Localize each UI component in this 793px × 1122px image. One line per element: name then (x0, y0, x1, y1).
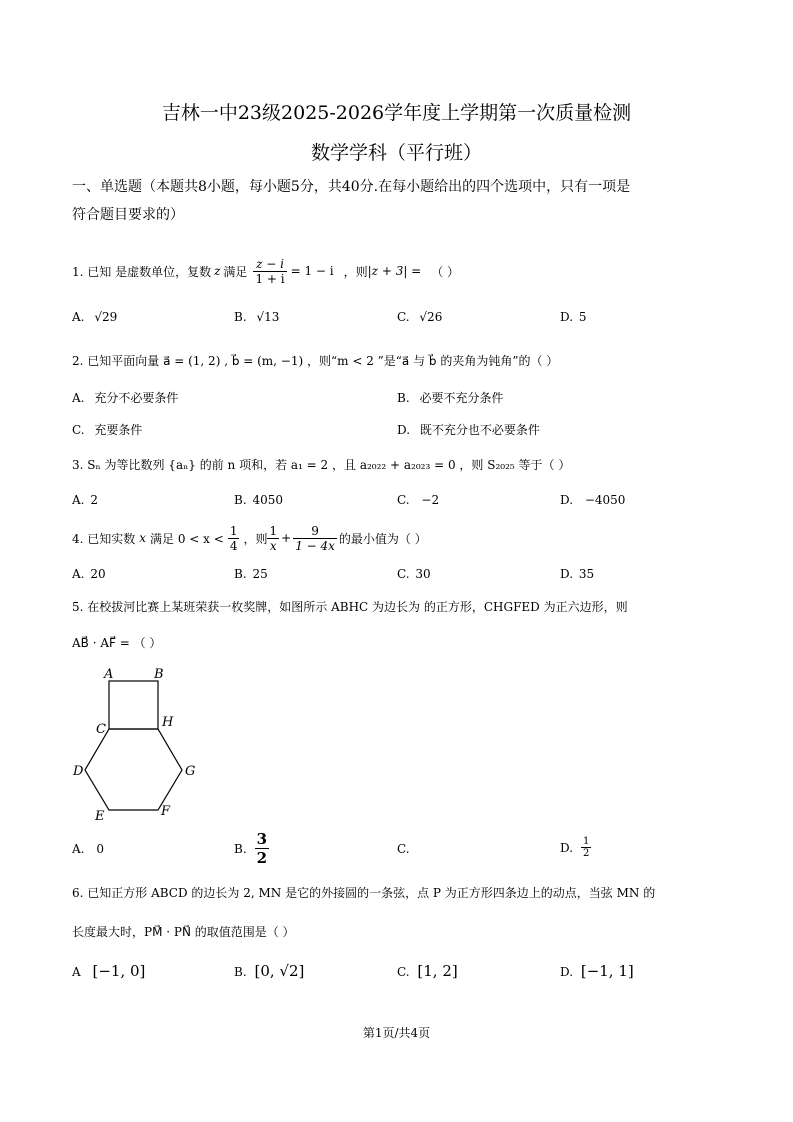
option-text: √29 (94, 310, 118, 324)
q4-frac-quarter (228, 524, 240, 553)
frac-den: 2 (256, 849, 268, 867)
option-label: D. (560, 493, 574, 507)
page-footer: 第1页/共4页 (362, 1026, 431, 1040)
option-text: 充分不必要条件 (94, 391, 179, 405)
option-label: C. (72, 423, 85, 437)
frac-num: 1 (583, 836, 590, 847)
q6-option-b (234, 962, 304, 980)
label-d: D (73, 764, 84, 779)
frac-den: x (269, 538, 277, 553)
option-label: A (72, 965, 81, 979)
frac-num: 1 (229, 523, 238, 538)
q1-expr: |z + 3| = (367, 264, 422, 278)
q1-prefix: 1. 已知 是虚数单位，复数 (72, 264, 212, 279)
q2-option-b (397, 389, 503, 406)
q1-fraction (253, 257, 286, 286)
option-text: 5 (578, 310, 587, 324)
frac-den: 4 (229, 538, 238, 553)
q6-option-a (72, 962, 145, 980)
q4-option-b (234, 567, 268, 581)
q3-option-b (234, 493, 283, 507)
option-label: C. (397, 567, 410, 581)
option-text: 4050 (252, 493, 284, 507)
q5-option-b (234, 830, 269, 867)
q1-option-c (397, 310, 442, 324)
option-fraction (255, 830, 269, 867)
q4-frac-1x (267, 524, 279, 553)
option-text: 2 (90, 493, 98, 507)
q2-option-c (72, 421, 142, 438)
question-2: 2. 已知平面向量 a⃗ = (1, 2) , b⃗ = (m, −1) ，则“m < 2 ”是“a⃗ 与 b⃗ 的夹角为钝角”的（ ） (72, 354, 559, 368)
question-4 (72, 516, 427, 560)
label-a: A (104, 667, 114, 682)
frac-num: 9 (293, 524, 337, 539)
option-text: 充要条件 (94, 423, 143, 437)
option-label: B. (397, 391, 410, 405)
q6-option-c (397, 962, 458, 980)
q1-var-z: z (214, 264, 221, 278)
option-fraction (581, 836, 591, 859)
q3-option-d (560, 493, 625, 507)
label-h: H (162, 715, 174, 730)
question-6: 6. 已知正方形 ABCD 的边长为 2, MN 是它的外接圆的一条弦，点 P 为正方形四条边上的动点，当弦 MN 的 (72, 886, 656, 900)
section-heading: 一、单选题（本题共8小题，每小题5分，共40分.在每小题给出的四个选项中，只有一项是 (72, 179, 631, 195)
option-label: A. (72, 493, 85, 507)
option-label: C. (397, 842, 410, 856)
q1-then: ，则 (343, 264, 368, 279)
q1-paren: （ ） (431, 264, 460, 279)
question-5: 5. 在校拔河比赛上某班荣获一枚奖牌，如图所示 ABHC 为边长为 的正方形，CHGFED 为正六边形，则 (72, 600, 628, 614)
question-5-cont: AB⃗ · AF⃗ = （ ） (72, 636, 162, 650)
option-label: C. (397, 965, 410, 979)
option-text: √26 (419, 310, 443, 324)
q3-option-c (397, 493, 439, 507)
question-6-cont: 长度最大时，PM⃗ · PN⃗ 的取值范围是（ ） (72, 925, 295, 939)
option-label: A. (72, 391, 85, 405)
q1-option-d (560, 310, 586, 324)
q1-option-a (72, 310, 117, 324)
frac-den: 1 − 4x (295, 538, 335, 553)
option-label: C. (397, 493, 410, 507)
option-text: −2 (421, 493, 440, 507)
option-label: A. (72, 842, 85, 856)
q6-option-d (560, 962, 634, 980)
exam-title: 吉林一中23级2025-2026学年度上学期第一次质量检测 (161, 102, 632, 124)
q1-rhs: = 1 − i (290, 264, 334, 278)
option-label: B. (234, 841, 247, 856)
option-label: D. (560, 840, 574, 855)
q2-option-a (72, 389, 178, 406)
q1-satisfy: 满足 (223, 264, 248, 279)
option-text: 必要不充分条件 (419, 391, 504, 405)
label-f: F (161, 804, 171, 819)
option-label: D. (560, 567, 574, 581)
q4-option-c (397, 567, 431, 581)
label-e: E (95, 809, 105, 824)
option-label: D. (560, 965, 574, 979)
frac-num: 1 (269, 523, 278, 538)
q5-option-d (560, 836, 591, 859)
label-b: B (154, 667, 164, 682)
q4-frac-9 (293, 524, 337, 553)
q4-then: ，则 (243, 531, 268, 546)
option-label: A. (72, 567, 85, 581)
option-text: −4050 (584, 493, 626, 507)
option-text: 0 (96, 842, 104, 856)
frac-num: 3 (256, 830, 268, 848)
question-1 (72, 250, 459, 292)
option-label: B. (234, 493, 247, 507)
q3-option-a (72, 493, 98, 507)
q4-prefix: 4. 已知实数 (72, 531, 136, 546)
option-text: [1, 2] (417, 962, 458, 980)
option-text: 20 (90, 567, 106, 581)
option-label: D. (560, 310, 574, 324)
option-text: [0, √2] (254, 962, 305, 980)
option-label: D. (397, 423, 411, 437)
q4-var-x: x (139, 531, 147, 545)
q5-option-c (397, 842, 410, 856)
option-label: B. (234, 567, 247, 581)
q4-suffix: 的最小值为（ ） (338, 531, 427, 546)
option-text: √13 (256, 310, 280, 324)
q4-plus: + (281, 531, 292, 545)
option-text: [−1, 1] (580, 962, 634, 980)
option-text: 30 (415, 567, 431, 581)
label-g: G (185, 764, 196, 779)
question-3: 3. Sₙ 为等比数列 {aₙ} 的前 n 项和，若 a₁ = 2 ，且 a₂₀₂₂ + a₂₀₂₃ = 0 ，则 S₂₀₂₅ 等于（ ） (72, 458, 571, 472)
option-text: 35 (578, 567, 595, 581)
exam-subtitle: 数学学科（平行班） (310, 142, 482, 164)
option-text: [−1, 0] (92, 962, 146, 980)
q4-cond: 满足 0 < x < (150, 531, 224, 546)
q1-frac-den: 1 + i (255, 271, 285, 286)
section-heading-cont: 符合题目要求的） (72, 207, 184, 223)
option-text: 既不充分也不必要条件 (419, 423, 540, 437)
q1-option-b (234, 310, 279, 324)
q5-option-a (72, 842, 104, 856)
option-text: 25 (252, 567, 268, 581)
q4-option-a (72, 567, 106, 581)
hexagon-chgfed (85, 729, 182, 810)
q2-option-d (397, 421, 540, 438)
medal-figure (66, 664, 206, 824)
square-abhc (109, 681, 158, 729)
q4-option-d (560, 567, 594, 581)
option-label: A. (72, 310, 85, 324)
option-label: C. (397, 310, 410, 324)
label-c: C (96, 722, 106, 737)
frac-den: 2 (583, 848, 590, 859)
option-label: B. (234, 965, 247, 979)
q1-frac-num: z − i (253, 257, 286, 272)
option-label: B. (234, 310, 247, 324)
